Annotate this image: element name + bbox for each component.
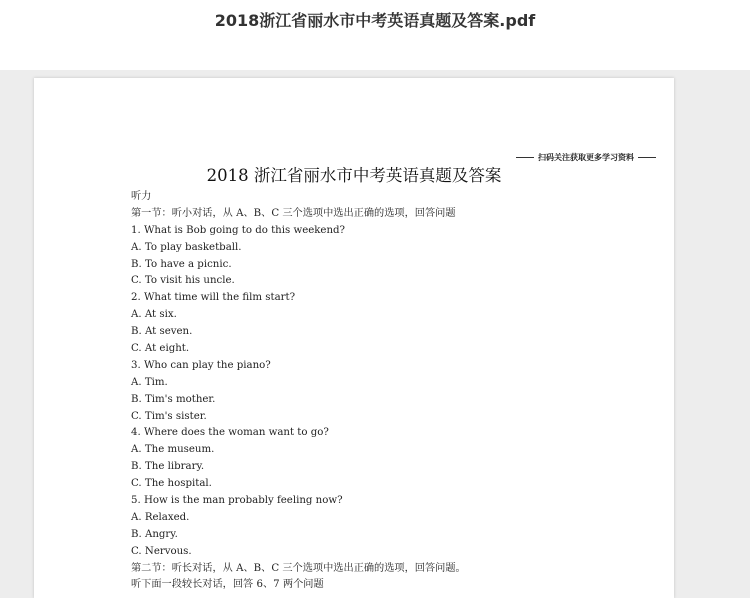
document-line: 听力 xyxy=(131,191,152,202)
watermark-rule-left xyxy=(516,157,534,158)
document-line: B. The library. xyxy=(131,461,205,473)
document-line: C. The hospital. xyxy=(131,478,212,490)
document-line: 1. What is Bob going to do this weekend? xyxy=(131,224,345,236)
document-line: B. Tim's mother. xyxy=(131,393,216,405)
document-title: 2018 浙江省丽水市中考英语真题及答案 xyxy=(206,166,502,185)
document-line: A. To play basketball. xyxy=(131,241,242,253)
document-line: C. To visit his uncle. xyxy=(131,275,235,287)
document-line: B. To have a picnic. xyxy=(131,258,232,270)
document-line: A. At six. xyxy=(131,309,177,321)
document-line: 听下面一段较长对话，回答 6、7 两个问题 xyxy=(131,579,324,591)
document-line: 5. How is the man probably feeling now? xyxy=(131,495,343,507)
document-line: 第一节：听小对话，从 A、B、C 三个选项中选出正确的选项，回答问题 xyxy=(131,207,456,219)
document-line: 2. What time will the film start? xyxy=(131,292,296,304)
document-line: B. At seven. xyxy=(131,326,193,338)
document-line: C. At eight. xyxy=(131,343,190,355)
document-line: A. Relaxed. xyxy=(131,511,190,523)
pdf-page[interactable] xyxy=(34,78,674,598)
document-line: 第二节：听长对话，从 A、B、C 三个选项中选出正确的选项，回答问题。 xyxy=(131,562,466,574)
document-line: 4. Where does the woman want to go? xyxy=(131,427,329,439)
file-title: 2018浙江省丽水市中考英语真题及答案.pdf xyxy=(214,11,536,30)
document-line: B. Angry. xyxy=(131,528,178,540)
watermark-rule-right xyxy=(638,157,656,158)
document-line: A. Tim. xyxy=(131,376,168,388)
document-body xyxy=(131,189,466,594)
document-line: 3. Who can play the piano? xyxy=(131,359,271,371)
document-line: C. Nervous. xyxy=(131,545,192,557)
watermark-text: 扫码关注获取更多学习资料 xyxy=(538,153,634,162)
document-line: A. The museum. xyxy=(131,444,215,456)
viewer-header xyxy=(0,0,750,70)
document-line: C. Tim's sister. xyxy=(131,410,207,422)
